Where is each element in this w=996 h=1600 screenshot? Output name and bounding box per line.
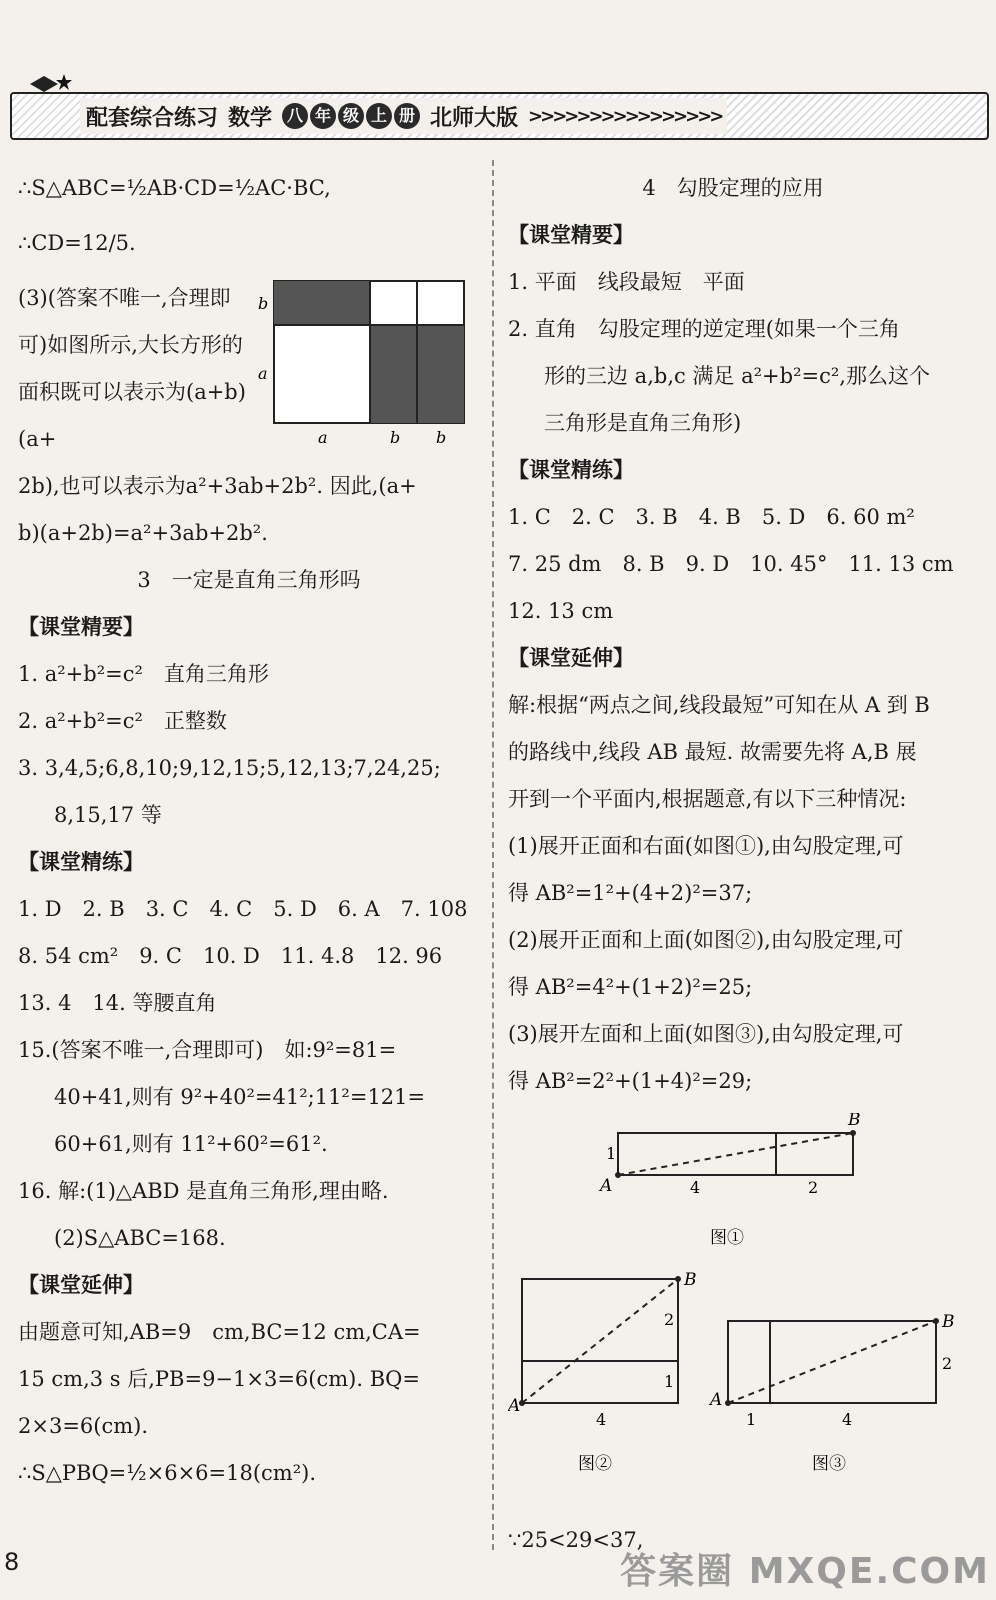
label-B: B	[848, 1113, 861, 1130]
label-2: 2	[808, 1178, 819, 1197]
answer-line: 1. a²+b²=c² 直角三角形	[18, 662, 269, 686]
figure-3	[708, 1312, 955, 1474]
answer-line: 13. 4 14. 等腰直角	[18, 991, 217, 1015]
answer-line: ∴S△ABC=½AB·CD=½AC·BC,	[18, 176, 331, 200]
answer-line: 7. 25 dm 8. B 9. D 10. 45° 11. 13 cm	[508, 552, 954, 576]
label-A: A	[508, 1396, 521, 1416]
figure-2-caption: 图②	[578, 1454, 612, 1474]
answer-line: 60+61,则有 11²+60²=61².	[54, 1132, 328, 1156]
unfold-figures	[508, 1113, 958, 1533]
fig-label-a: a	[258, 364, 268, 383]
grade-char: 年	[310, 103, 336, 129]
answer-line: 2. a²+b²=c² 正整数	[18, 709, 227, 733]
label-4: 4	[596, 1410, 607, 1429]
answer-line: ∴CD=12/5.	[18, 231, 136, 255]
tag-jingyao: 【课堂精要】	[508, 223, 634, 247]
answer-line: 2. 直角 勾股定理的逆定理(如果一个三角	[508, 317, 900, 341]
label-1: 1	[606, 1144, 617, 1163]
label-A: A	[710, 1390, 723, 1410]
fig-label-b: b	[258, 294, 269, 313]
figure-2	[508, 1270, 697, 1474]
answer-line: 15.(答案不唯一,合理即可) 如:9²=81=	[18, 1038, 397, 1062]
grade-char: 八	[282, 103, 308, 129]
label-B: B	[684, 1270, 697, 1290]
answer-line: 8. 54 cm² 9. C 10. D 11. 4.8 12. 96	[18, 944, 443, 968]
answer-line: 得 AB²=1²+(4+2)²=37;	[508, 881, 753, 905]
label-2: 2	[942, 1354, 953, 1373]
answer-line: ∵25<29<37,	[508, 1528, 644, 1552]
answer-line: ∴S△PBQ=½×6×6=18(cm²).	[18, 1461, 317, 1485]
answer-line: 得 AB²=2²+(1+4)²=29;	[508, 1069, 753, 1093]
figure-1-caption: 图①	[710, 1228, 744, 1248]
column-divider	[492, 160, 494, 1550]
grade-char: 上	[366, 103, 392, 129]
answer-line: 2b),也可以表示为a²+3ab+2b². 因此,(a+	[18, 474, 417, 498]
series-title: 配套综合练习	[86, 105, 219, 131]
grade-pill	[282, 103, 420, 129]
label-1: 1	[664, 1372, 675, 1391]
answer-line: 3. 3,4,5;6,8,10;9,12,15;5,12,13;7,24,25;	[18, 756, 441, 780]
label-4: 4	[842, 1410, 853, 1429]
right-column	[508, 165, 958, 1564]
tag-jinglian: 【课堂精练】	[508, 458, 634, 482]
label-2: 2	[664, 1310, 675, 1329]
answer-line: 三角形是直角三角形)	[544, 411, 742, 435]
answer-line: 开到一个平面内,根据题意,有以下三种情况:	[508, 787, 907, 811]
tag-yanshen: 【课堂延伸】	[18, 1273, 144, 1297]
answer-line: 8,15,17 等	[54, 803, 162, 827]
answer-line: 得 AB²=4²+(1+2)²=25;	[508, 975, 753, 999]
answer-line: 1. 平面 线段最短 平面	[508, 270, 745, 294]
answer-line: (2)展开正面和上面(如图②),由勾股定理,可	[508, 928, 904, 952]
answer-line: (2)S△ABC=168.	[54, 1226, 226, 1250]
answer-line: 16. 解:(1)△ABD 是直角三角形,理由略.	[18, 1179, 389, 1203]
figure-1	[598, 1113, 861, 1248]
answer-line: 形的三边 a,b,c 满足 a²+b²=c²,那么这个	[544, 364, 930, 388]
subject-title: 数学	[228, 105, 273, 131]
tag-jinglian: 【课堂精练】	[18, 850, 144, 874]
fig-label-b-bottom: b	[436, 428, 447, 447]
figure-3-caption: 图③	[812, 1454, 846, 1474]
header-title	[80, 98, 727, 134]
answer-line: b)(a+2b)=a²+3ab+2b².	[18, 521, 268, 545]
answer-line: 1. C 2. C 3. B 4. B 5. D 6. 60 m²	[508, 505, 915, 529]
label-4: 4	[690, 1178, 701, 1197]
area-rectangle-figure	[254, 279, 474, 449]
tag-jingyao: 【课堂精要】	[18, 615, 144, 639]
answer-part-3	[18, 275, 480, 463]
page-header	[0, 0, 996, 150]
answer-line: 12. 13 cm	[508, 599, 614, 623]
answer-line: 15 cm,3 s 后,PB=9−1×3=6(cm). BQ=	[18, 1367, 420, 1391]
section-4-title: 4 勾股定理的应用	[642, 176, 824, 200]
fig-label-b-bottom: b	[390, 428, 401, 447]
answer-line: 的路线中,线段 AB 最短. 故需要先将 A,B 展	[508, 740, 917, 764]
grade-char: 册	[394, 103, 420, 129]
section-3-title: 3 一定是直角三角形吗	[137, 568, 361, 592]
answer-line: 解:根据“两点之间,线段最短”可知在从 A 到 B	[508, 693, 930, 717]
answer-line: 40+41,则有 9²+40²=41²;11²=121=	[54, 1085, 426, 1109]
label-1: 1	[746, 1410, 757, 1429]
label-B: B	[942, 1312, 955, 1332]
answer-text: (3)(答案不唯一,合理即可)如图所示,大长方形的面积既可以表示为(a+b)(a+	[18, 286, 246, 451]
watermark: 答案圈 MXQE.COM	[620, 1551, 990, 1592]
page-number: 8	[4, 1548, 20, 1576]
answer-line: 1. D 2. B 3. C 4. C 5. D 6. A 7. 108	[18, 897, 468, 921]
tag-yanshen: 【课堂延伸】	[508, 646, 634, 670]
answer-line: (1)展开正面和右面(如图①),由勾股定理,可	[508, 834, 904, 858]
left-column	[18, 165, 480, 1497]
grade-char: 级	[338, 103, 364, 129]
edition-title: 北师大版	[430, 105, 519, 131]
answer-line: 由题意可知,AB=9 cm,BC=12 cm,CA=	[18, 1320, 421, 1344]
label-A: A	[600, 1176, 613, 1196]
fig-label-a-bottom: a	[318, 428, 328, 447]
answer-line: (3)展开左面和上面(如图③),由勾股定理,可	[508, 1022, 904, 1046]
header-chevrons: >>>>>>>>>>>>>>>>	[528, 105, 722, 127]
answer-line: 2×3=6(cm).	[18, 1414, 149, 1438]
